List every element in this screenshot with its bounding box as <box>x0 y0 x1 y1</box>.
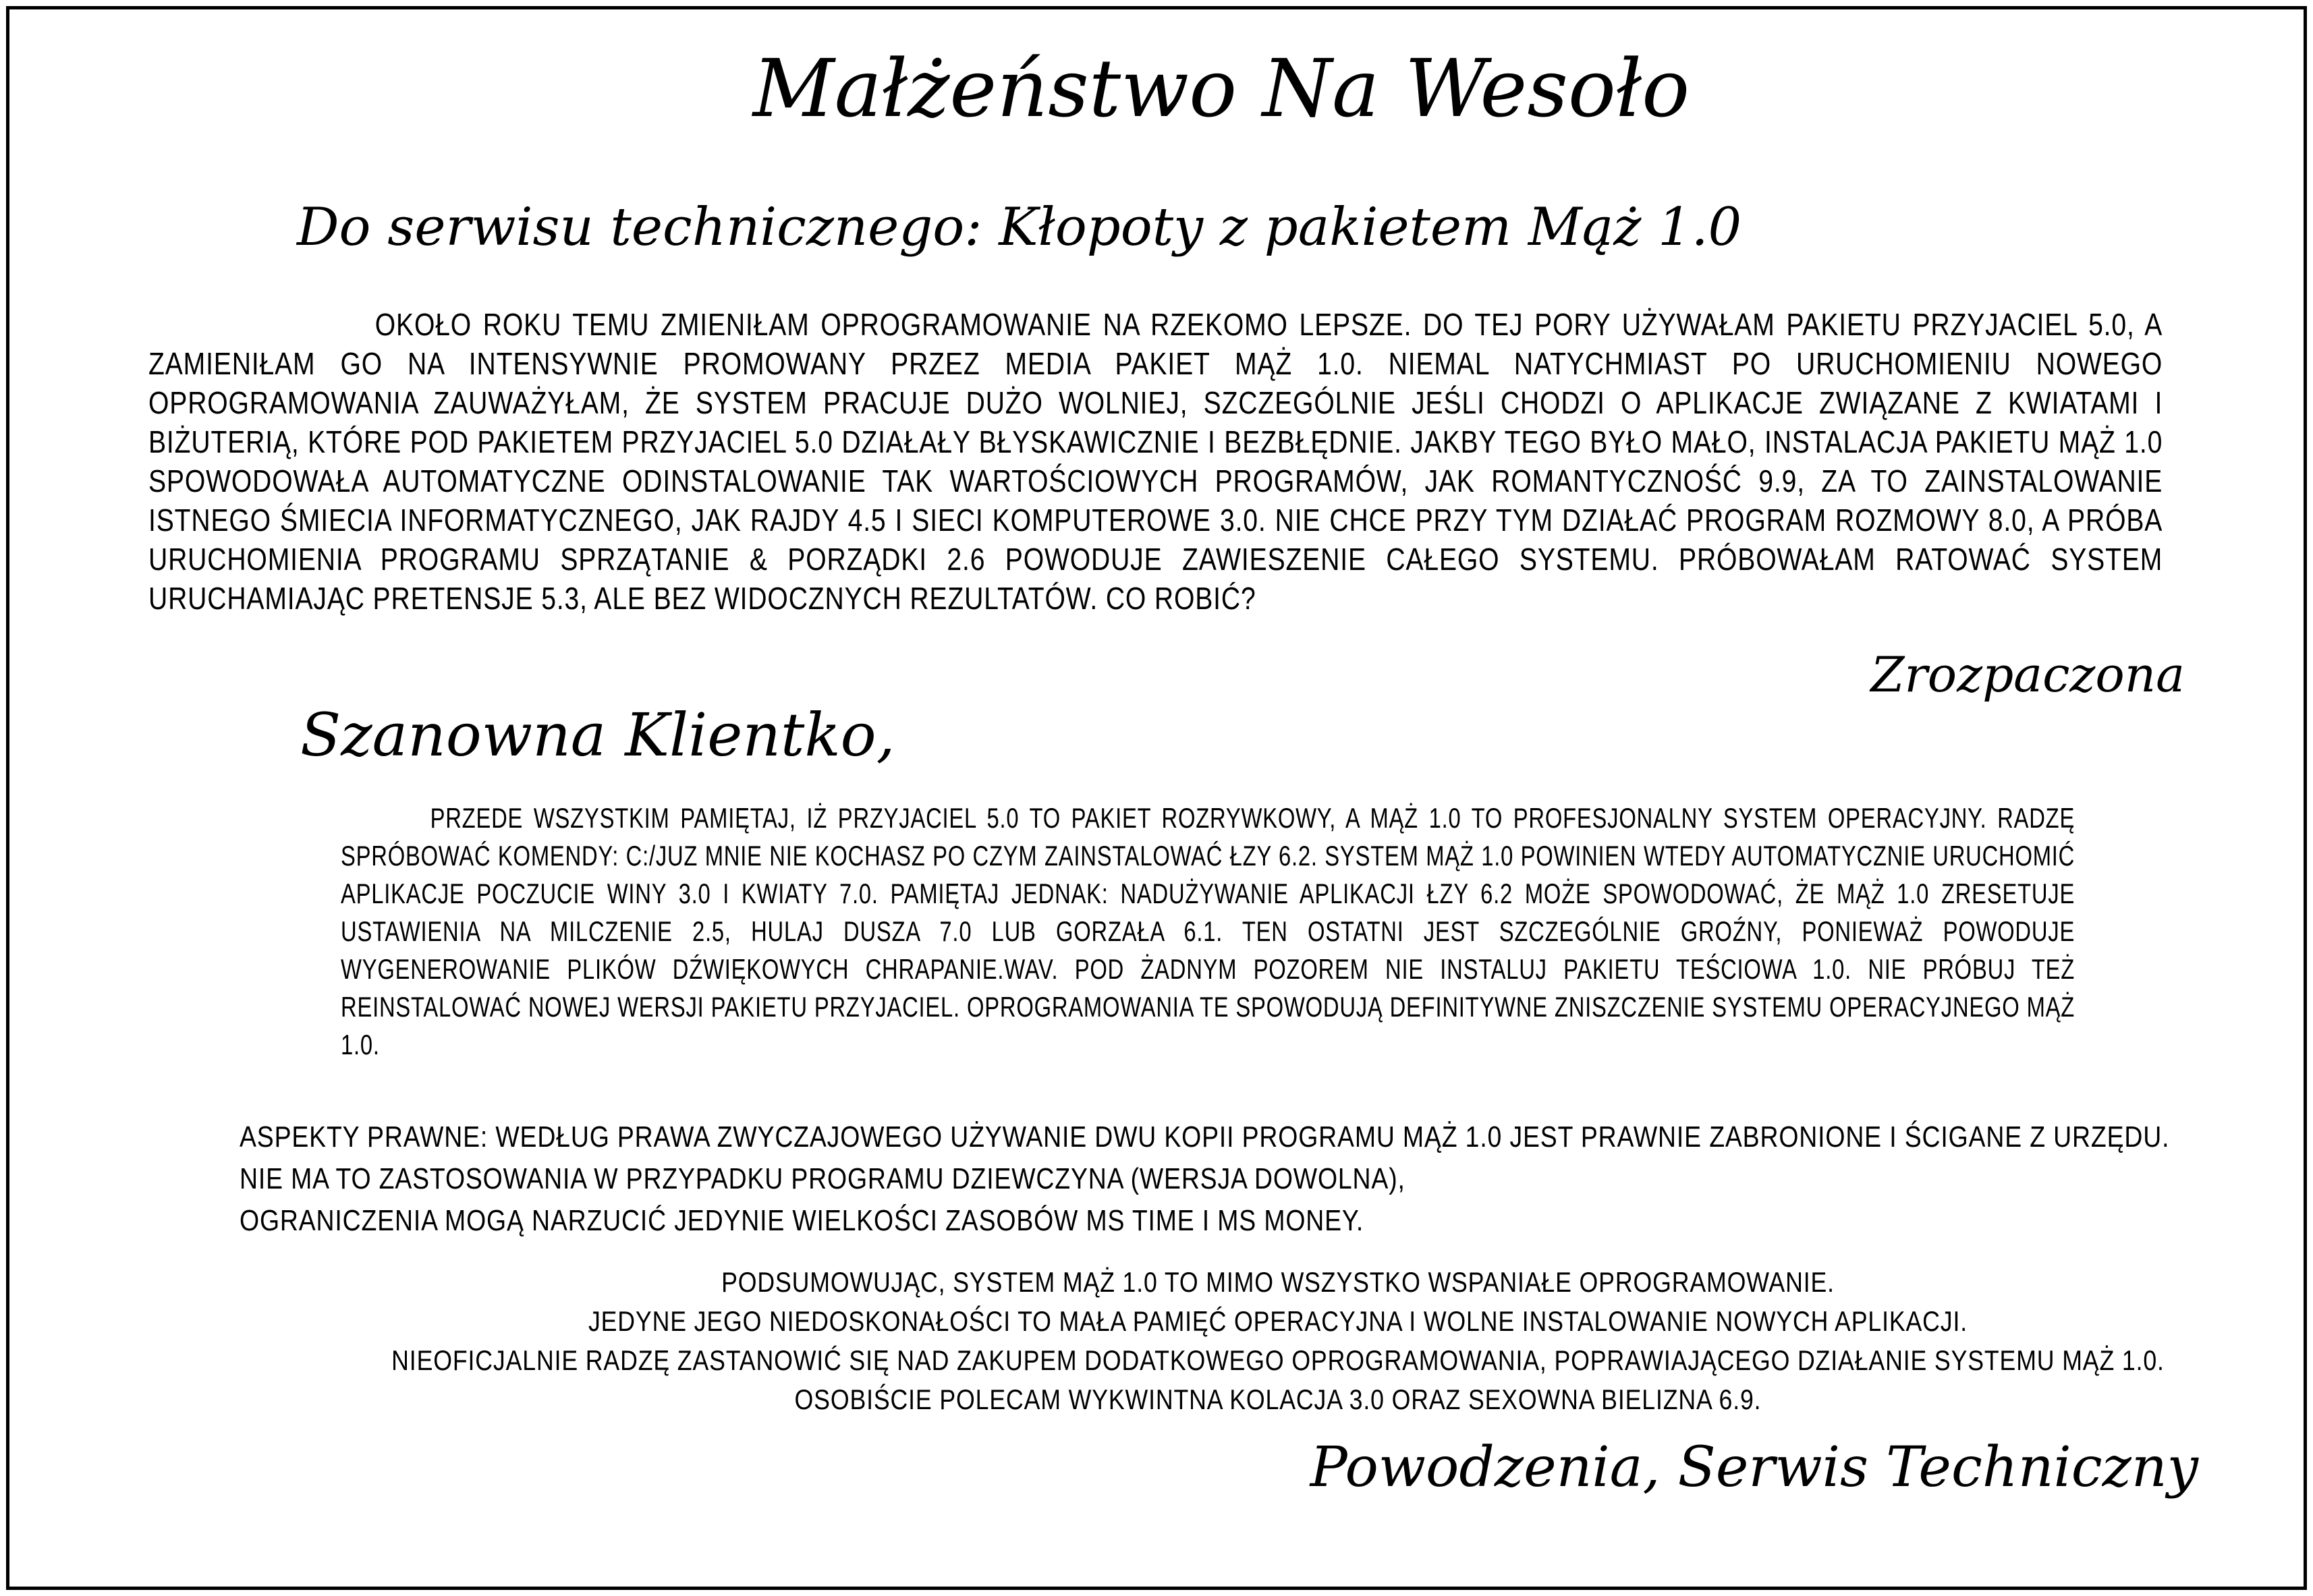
page-title: Małżeństwo Na Wesoło <box>752 42 1690 135</box>
legal-line: NIE MA TO ZASTOSOWANIA W PRZYPADKU PROGRAMU DZIEWCZYNA (WERSJA DOWOLNA), <box>240 1162 1405 1195</box>
letter-heading: Do serwisu technicznego: Kłopoty z pakietem Mąż 1.0 <box>297 197 1742 258</box>
reply-salutation: Szanowna Klientko, <box>300 700 895 770</box>
reply-paragraph: PRZEDE WSZYSTKIM PAMIĘTAJ, IŻ PRZYJACIEL 5.0 TO PAKIET ROZRYWKOWY, A MĄŻ 1.0 TO PROFESJONALNY SYSTEM OPERACYJNY. RADZĘ SPRÓBOWAĆ KOMENDY: C:/JUZ MNIE NIE KOCHASZ PO CZYM ZAINSTALOWAĆ ŁZY 6.2. SYSTEM MĄŻ 1.0 POWINIEN WTEDY AUTOMATYCZNIE URUCHOMIĆ APLIKACJE POCZUCIE WINY 3.0 I KWIATY 7.0. PAMIĘTAJ JEDNAK: NADUŻYWANIE APLIKACJI ŁZY 6.2 MOŻE SPOWODOWAĆ, ŻE MĄŻ 1.0 ZRESETUJE USTAWIENIA NA MILCZENIE 2.5, HULAJ DUSZA 7.0 LUB GORZAŁA 6.1. TEN OSTATNI JEST SZCZEGÓLNIE GROŹNY, PONIEWAŻ POWODUJE WYGENEROWANIE PLIKÓW DŹWIĘKOWYCH CHRAPANIE.WAV. POD ŻADNYM POZOREM NIE INSTALUJ PAKIETU TEŚCIOWA 1.0. NIE PRÓBUJ TEŻ REINSTALOWAĆ NOWEJ WERSJI PAKIETU PRZYJACIEL. OPROGRAMOWANIA TE SPOWODUJĄ DEFINITYWNE ZNISZCZENIE SYSTEMU OPERACYJNEGO MĄŻ 1.0. <box>341 802 2075 1060</box>
legal-line: ASPEKTY PRAWNE: WEDŁUG PRAWA ZWYCZAJOWEGO UŻYWANIE DWU KOPII PROGRAMU MĄŻ 1.0 JEST PRAWNIE ZABRONIONE I ŚCIGANE Z URZĘDU. <box>240 1120 2170 1153</box>
legal-paragraph <box>240 1116 2247 1242</box>
summary-paragraph <box>360 1263 2196 1419</box>
closing-signature: Powodzenia, Serwis Techniczny <box>1310 1435 2198 1500</box>
summary-line: JEDYNE JEGO NIEDOSKONAŁOŚCI TO MAŁA PAMIĘĆ OPERACYJNA I WOLNE INSTALOWANIE NOWYCH APLIKACJI. <box>588 1305 1968 1337</box>
summary-line: PODSUMOWUJĄC, SYSTEM MĄŻ 1.0 TO MIMO WSZYSTKO WSPANIAŁE OPROGRAMOWANIE. <box>721 1266 1835 1298</box>
summary-line: NIEOFICJALNIE RADZĘ ZASTANOWIĆ SIĘ NAD ZAKUPEM DODATKOWEGO OPROGRAMOWANIA, POPRAWIAJĄCEGO DZIAŁANIE SYSTEMU MĄŻ 1.0. <box>391 1344 2165 1376</box>
legal-line: OGRANICZENIA MOGĄ NARZUCIĆ JEDYNIE WIELKOŚCI ZASOBÓW MS TIME I MS MONEY. <box>240 1204 1364 1237</box>
summary-line: OSOBIŚCIE POLECAM WYKWINTNA KOLACJA 3.0 ORAZ SEXOWNA BIELIZNA 6.9. <box>794 1384 1762 1415</box>
complaint-paragraph: OKOŁO ROKU TEMU ZMIENIŁAM OPROGRAMOWANIE NA RZEKOMO LEPSZE. DO TEJ PORY UŻYWAŁAM PAKIETU PRZYJACIEL 5.0, A ZAMIENIŁAM GO NA INTENSYWNIE PROMOWANY PRZEZ MEDIA PAKIET MĄŻ 1.0. NIEMAL NATYCHMIAST PO URUCHOMIENIU NOWEGO OPROGRAMOWANIA ZAUWAŻYŁAM, ŻE SYSTEM PRACUJE DUŻO WOLNIEJ, SZCZEGÓLNIE JEŚLI CHODZI O APLIKACJE ZWIĄZANE Z KWIATAMI I BIŻUTERIĄ, KTÓRE POD PAKIETEM PRZYJACIEL 5.0 DZIAŁAŁY BŁYSKAWICZNIE I BEZBŁĘDNIE. JAKBY TEGO BYŁO MAŁO, INSTALACJA PAKIETU MĄŻ 1.0 SPOWODOWAŁA AUTOMATYCZNE ODINSTALOWANIE TAK WARTOŚCIOWYCH PROGRAMÓW, JAK ROMANTYCZNOŚĆ 9.9, ZA TO ZAINSTALOWANIE ISTNEGO ŚMIECIA INFORMATYCZNEGO, JAK RAJDY 4.5 I SIECI KOMPUTEROWE 3.0. NIE CHCE PRZY TYM DZIAŁAĆ PROGRAM ROZMOWY 8.0, A PRÓBA URUCHOMIENIA PROGRAMU SPRZĄTANIE & PORZĄDKI 2.6 POWODUJE ZAWIESZENIE CAŁEGO SYSTEMU. PRÓBOWAŁAM RATOWAĆ SYSTEM URUCHAMIAJĄC PRETENSJE 5.3, ALE BEZ WIDOCZNYCH REZULTATÓW. CO ROBIĆ? <box>148 307 2163 616</box>
complaint-signature: Zrozpaczona <box>1870 646 2185 703</box>
